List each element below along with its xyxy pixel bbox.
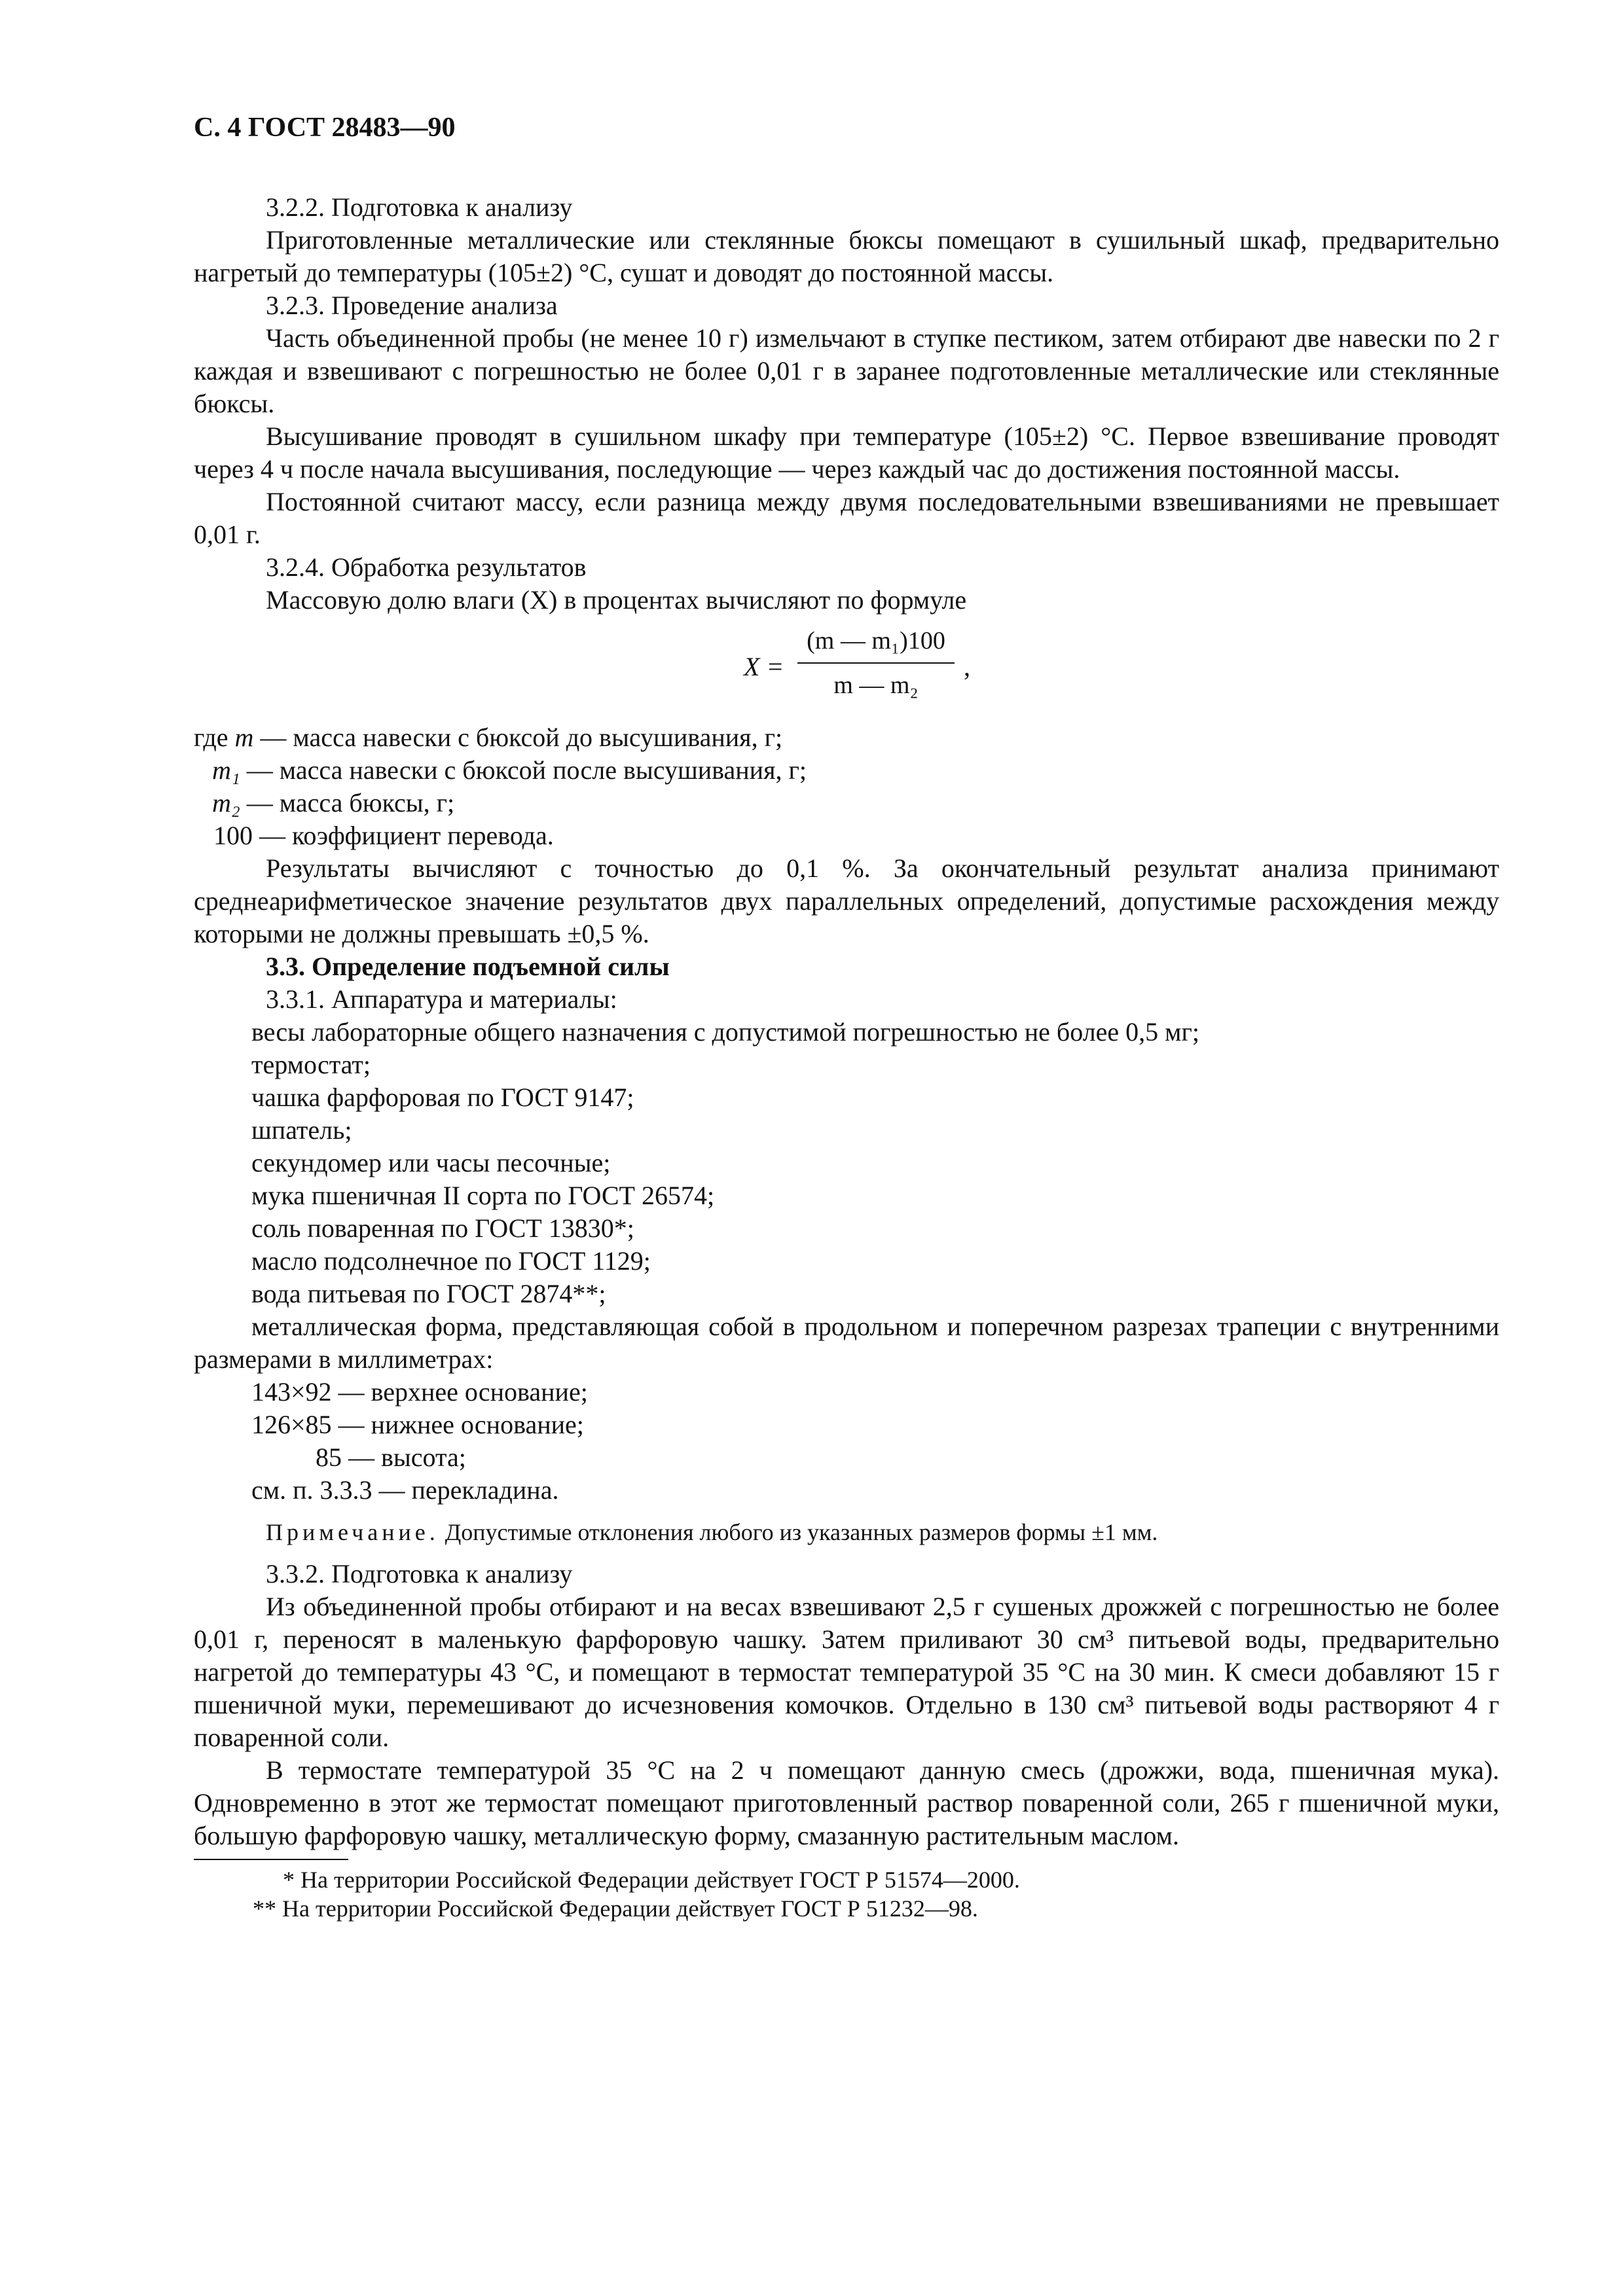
materials-item: чашка фарфоровая по ГОСТ 9147;	[251, 1083, 634, 1112]
dimension-item: 143×92 — верхнее основание;	[251, 1377, 588, 1407]
formula-lhs: X =	[744, 652, 784, 681]
moisture-formula	[194, 617, 1499, 721]
section-3-2-4-intro: Массовую долю влаги (X) в процентах вычисляют по формуле	[266, 585, 967, 615]
legend-symbol: m	[234, 723, 254, 752]
dimension-item: см. п. 3.3.3 — перекладина.	[251, 1475, 559, 1505]
formula-numerator: (m — m₁)100	[797, 624, 955, 664]
section-3-2-2-title: 3.2.2. Подготовка к анализу	[266, 192, 573, 222]
section-3-2-3-title: 3.2.3. Проведение анализа	[266, 291, 558, 320]
form-description: металлическая форма, представляющая собой в продольном и поперечном разрезах трапеции с внутренними размерами в миллиметрах:	[194, 1312, 1499, 1374]
section-3-2-4-result: Результаты вычисляют с точностью до 0,1 %. За окончательный результат анализа принимают среднеарифметическое значение результатов двух параллельных определений, допустимые расхождения между которыми не должны превышать ±0,5 %.	[194, 853, 1499, 948]
materials-item: весы лабораторные общего назначения с допустимой погрешностью не более 0,5 мг;	[251, 1017, 1200, 1047]
materials-list	[194, 1016, 1499, 1310]
legend-symbol: 100	[213, 821, 253, 850]
legend-text: — коэффициент перевода.	[253, 821, 554, 850]
materials-item: соль поваренная по ГОСТ 13830*;	[251, 1213, 634, 1243]
section-3-2-3-paragraph-1: Часть объединенной пробы (не менее 10 г) измельчают в ступке пестиком, затем отбирают две навески по 2 г каждая и взвешивают с погрешностью не более 0,01 г в заранее подготовленные металлические или стеклянные бюксы.	[194, 323, 1499, 418]
dimension-item: 126×85 — нижнее основание;	[251, 1410, 584, 1439]
footnote-2: ** На территории Российской Федерации действует ГОСТ Р 51232—98.	[253, 1895, 978, 1922]
legend-item	[194, 721, 1499, 754]
formula-comma: ,	[964, 652, 970, 681]
section-3-3-2-title: 3.3.2. Подготовка к анализу	[266, 1559, 573, 1588]
section-3-3-1-title: 3.3.1. Аппаратура и материалы:	[266, 984, 617, 1014]
legend-symbol: m₂	[212, 788, 240, 817]
note-label: Примечание.	[266, 1519, 439, 1545]
footnote-divider	[194, 1859, 348, 1860]
section-3-2-4-title: 3.2.4. Обработка результатов	[266, 552, 587, 582]
section-3-3-title: 3.3. Определение подъемной силы	[266, 952, 670, 981]
section-3-2-2-text: Приготовленные металлические или стеклянные бюксы помещают в сушильный шкаф, предварительно нагретый до температуры (105±2) °С, сушат и доводят до постоянной массы.	[194, 225, 1499, 287]
formula-fraction	[797, 624, 955, 702]
section-3-2-3-paragraph-3: Постоянной считают массу, если разница между двумя последовательными взвешиваниями не превышает 0,01 г.	[194, 487, 1499, 549]
legend-item	[194, 787, 1499, 819]
page-header: С. 4 ГОСТ 28483—90	[194, 113, 456, 143]
legend-prefix: где	[194, 723, 235, 752]
legend-text: — масса бюксы, г;	[240, 788, 455, 817]
document-body	[194, 191, 1499, 1923]
formula-denominator: m — m₂	[833, 672, 919, 699]
dimension-item: 85 — высота;	[316, 1443, 466, 1472]
note-text: Допустимые отклонения любого из указанных размеров формы ±1 мм.	[439, 1519, 1158, 1545]
section-3-3-2-paragraph-2: В термостате температурой 35 °С на 2 ч помещают данную смесь (дрожжи, вода, пшеничная мука). Одновременно в этот же термостат помещают приготовленный раствор поваренной соли, 265 г пшеничной муки, большую фарфоровую чашку, металлическую форму, смазанную растительным маслом.	[194, 1755, 1499, 1850]
legend-symbol: m₁	[212, 755, 240, 785]
materials-item: масло подсолнечное по ГОСТ 1129;	[251, 1246, 651, 1276]
note	[266, 1516, 1499, 1549]
section-3-2-3-paragraph-2: Высушивание проводят в сушильном шкафу при температуре (105±2) °С. Первое взвешивание проводят через 4 ч после начала высушивания, последующие — через каждый час до достижения постоянной массы.	[194, 422, 1499, 484]
form-dimensions	[194, 1376, 1499, 1507]
legend-text: — масса навески с бюксой после высушивания, г;	[240, 755, 807, 785]
formula-legend	[194, 721, 1499, 852]
materials-item: термостат;	[251, 1050, 371, 1079]
materials-item: вода питьевая по ГОСТ 2874**;	[251, 1279, 606, 1308]
legend-item	[194, 819, 1499, 852]
materials-item: мука пшеничная II сорта по ГОСТ 26574;	[251, 1181, 715, 1210]
footnote-1: * На территории Российской Федерации действует ГОСТ Р 51574—2000.	[283, 1867, 1020, 1893]
legend-item	[194, 754, 1499, 787]
materials-item: шпатель;	[251, 1115, 352, 1145]
legend-text: — масса навески с бюксой до высушивания, г;	[253, 723, 783, 752]
materials-item: секундомер или часы песочные;	[251, 1148, 611, 1177]
section-3-3-2-paragraph-1: Из объединенной пробы отбирают и на весах взвешивают 2,5 г сушеных дрожжей с погрешностью не более 0,01 г, переносят в маленькую фарфоровую чашку. Затем приливают 30 см³ питьевой воды, предварительно нагретой до температуры 43 °С, и помещают в термостат температурой 35 °С на 30 мин. К смеси добавляют 15 г пшеничной муки, перемешивают до исчезновения комочков. Отдельно в 130 см³ питьевой воды растворяют 4 г поваренной соли.	[194, 1592, 1499, 1752]
